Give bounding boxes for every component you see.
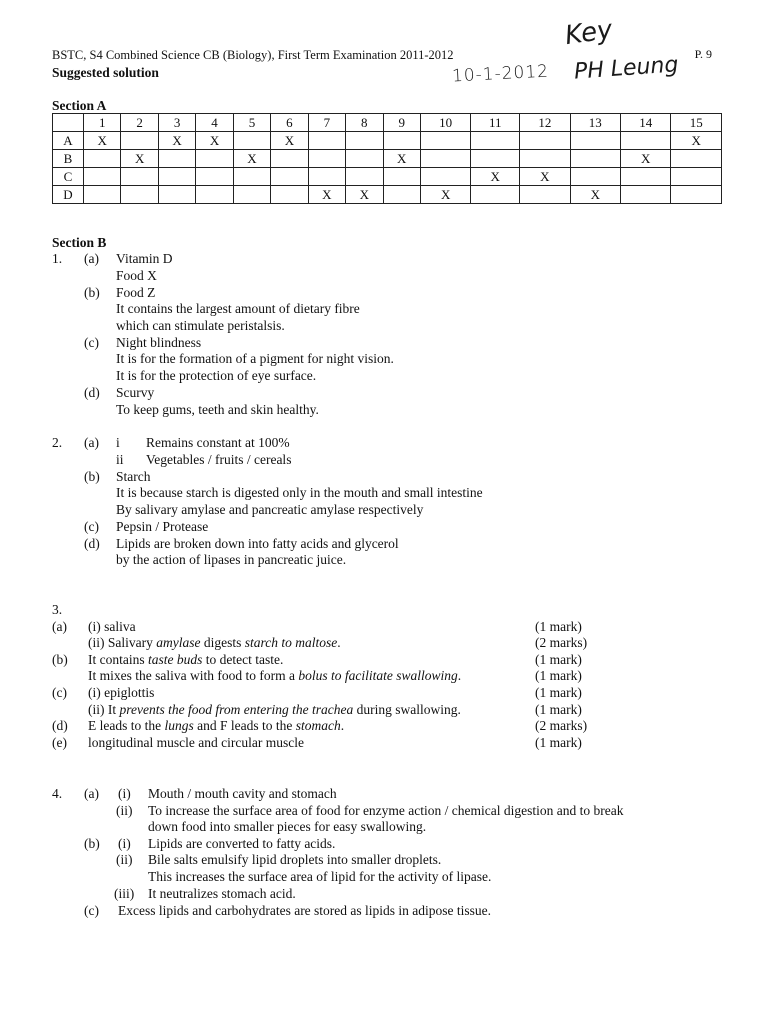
subpart-label: (ii) [116, 803, 133, 818]
column-header: 15 [671, 114, 722, 132]
answer-cell [158, 168, 195, 186]
answer-cell: X [621, 150, 671, 168]
part-label: (d) [52, 718, 68, 733]
column-header: 8 [346, 114, 383, 132]
question-number: 1. [52, 251, 63, 266]
answer-line: (ii) It prevents the food from entering the trachea during swallowing. [88, 702, 461, 717]
part-label: (a) [52, 619, 67, 634]
answer-cell [308, 150, 345, 168]
answer-line: Vitamin D [116, 251, 173, 266]
part-label: (c) [84, 335, 99, 350]
answer-cell [570, 168, 620, 186]
table-row [53, 132, 722, 150]
answer-line: It contains taste buds to detect taste. [88, 652, 284, 667]
answer-line: Food Z [116, 285, 156, 300]
column-header: 3 [158, 114, 195, 132]
answer-cell [271, 168, 308, 186]
answer-line: To keep gums, teeth and skin healthy. [116, 402, 319, 417]
column-header: 6 [271, 114, 308, 132]
mark-allocation: (1 mark) [535, 735, 582, 750]
subpart-label: (iii) [114, 886, 135, 901]
column-header: 9 [383, 114, 420, 132]
answer-cell [420, 132, 470, 150]
table-row [53, 168, 722, 186]
answer-cell [121, 132, 158, 150]
question-number: 3. [52, 602, 63, 617]
subpart-label: (i) [118, 786, 131, 801]
section-a-answer-table [52, 113, 722, 204]
answer-line: Night blindness [116, 335, 202, 350]
part-label: (a) [84, 435, 99, 450]
answer-line: Starch [116, 469, 151, 484]
answer-line: (i) saliva [88, 619, 136, 634]
answer-line: (i) epiglottis [88, 685, 155, 700]
answer-cell [671, 150, 722, 168]
answer-line: Bile salts emulsify lipid droplets into smaller droplets. [148, 852, 442, 867]
answer-cell [158, 150, 195, 168]
answer-line: It contains the largest amount of dietary fibre [116, 301, 360, 316]
answer-cell [520, 132, 570, 150]
column-header: 7 [308, 114, 345, 132]
part-label: (c) [84, 519, 99, 534]
row-label: B [53, 150, 84, 168]
column-header: 11 [471, 114, 520, 132]
mark-allocation: (1 mark) [535, 685, 582, 700]
answer-cell: X [471, 168, 520, 186]
mark-allocation: (2 marks) [535, 635, 588, 650]
answer-cell [383, 186, 420, 204]
answer-cell [308, 168, 345, 186]
answer-line: This increases the surface area of lipid for the activity of lipase. [148, 869, 492, 884]
answer-line: longitudinal muscle and circular muscle [88, 735, 304, 750]
mark-allocation: (1 mark) [535, 652, 582, 667]
answer-cell [121, 186, 158, 204]
answer-line: It is for the protection of eye surface. [116, 368, 317, 383]
answer-cell [233, 186, 270, 204]
mark-allocation: (2 marks) [535, 718, 588, 733]
subpart-label: (i) [118, 836, 131, 851]
answer-cell [621, 168, 671, 186]
answer-cell [520, 186, 570, 204]
answer-line: Excess lipids and carbohydrates are stored as lipids in adipose tissue. [118, 903, 492, 918]
column-header: 13 [570, 114, 620, 132]
page-number: P. 9 [694, 47, 712, 61]
answer-line: Lipids are converted to fatty acids. [148, 836, 336, 851]
answer-cell [196, 186, 233, 204]
answer-cell [671, 168, 722, 186]
answer-line: Food X [116, 268, 157, 283]
answer-cell [621, 132, 671, 150]
row-label: C [53, 168, 84, 186]
part-label: (a) [84, 786, 99, 801]
table-header-row [53, 114, 722, 132]
answer-line: Pepsin / Protease [116, 519, 209, 534]
answer-cell [520, 150, 570, 168]
answer-line: E leads to the lungs and F leads to the stomach. [88, 718, 345, 733]
answer-cell [233, 132, 270, 150]
section-a-title: Section A [52, 98, 107, 113]
part-label: (e) [52, 735, 67, 750]
part-label: (b) [84, 836, 100, 851]
answer-cell: X [383, 150, 420, 168]
answer-line: It is for the formation of a pigment for night vision. [116, 351, 394, 366]
column-header: 5 [233, 114, 270, 132]
answer-line: It mixes the saliva with food to form a bolus to facilitate swallowing. [88, 668, 462, 683]
answer-cell: X [84, 132, 121, 150]
answer-cell [158, 186, 195, 204]
page-subtitle: Suggested solution [52, 65, 159, 80]
answer-cell [84, 186, 121, 204]
column-header: 1 [84, 114, 121, 132]
answer-cell [196, 168, 233, 186]
answer-cell [383, 132, 420, 150]
answer-cell: X [121, 150, 158, 168]
answer-cell [471, 186, 520, 204]
answer-cell: X [346, 186, 383, 204]
answer-cell [84, 150, 121, 168]
answer-line: by the action of lipases in pancreatic juice. [116, 552, 347, 567]
exam-header: BSTC, S4 Combined Science CB (Biology), First Term Examination 2011-2012 [52, 48, 454, 62]
answer-line: which can stimulate peristalsis. [116, 318, 285, 333]
column-header: 12 [520, 114, 570, 132]
mark-allocation: (1 mark) [535, 668, 582, 683]
answer-line: To increase the surface area of food for enzyme action / chemical digestion and to break [148, 803, 624, 818]
part-label: (b) [52, 652, 68, 667]
subpart-label: i [116, 435, 120, 450]
answer-cell [570, 150, 620, 168]
column-header: 2 [121, 114, 158, 132]
column-header: 4 [196, 114, 233, 132]
answer-cell: X [570, 186, 620, 204]
answer-cell [471, 132, 520, 150]
part-label: (b) [84, 285, 100, 300]
answer-cell [621, 186, 671, 204]
answer-line: Mouth / mouth cavity and stomach [148, 786, 337, 801]
answer-cell [196, 150, 233, 168]
handwritten-name: PH Leung [573, 52, 680, 85]
part-label: (c) [52, 685, 67, 700]
question-number: 4. [52, 786, 63, 801]
answer-line: Remains constant at 100% [146, 435, 290, 450]
table-row [53, 186, 722, 204]
table-row [53, 150, 722, 168]
section-b-title: Section B [52, 235, 107, 250]
part-label: (d) [84, 385, 100, 400]
answer-cell: X [520, 168, 570, 186]
answer-cell [346, 168, 383, 186]
subpart-label: (ii) [116, 852, 133, 867]
part-label: (a) [84, 251, 99, 266]
question-number: 2. [52, 435, 63, 450]
answer-cell: X [196, 132, 233, 150]
answer-cell [233, 168, 270, 186]
column-header: 10 [420, 114, 470, 132]
table-corner-cell [53, 114, 84, 132]
answer-cell: X [158, 132, 195, 150]
row-label: D [53, 186, 84, 204]
answer-cell [346, 132, 383, 150]
part-label: (d) [84, 536, 100, 551]
answer-line: Scurvy [116, 385, 155, 400]
mark-allocation: (1 mark) [535, 702, 582, 717]
answer-line: Vegetables / fruits / cereals [146, 452, 292, 467]
answer-cell [570, 132, 620, 150]
answer-cell: X [671, 132, 722, 150]
handwritten-key-note: Key [563, 14, 615, 52]
column-header: 14 [621, 114, 671, 132]
answer-line: It is because starch is digested only in the mouth and small intestine [116, 485, 483, 500]
answer-cell: X [420, 186, 470, 204]
answer-cell [84, 168, 121, 186]
row-label: A [53, 132, 84, 150]
answer-line: By salivary amylase and pancreatic amylase respectively [116, 502, 424, 517]
answer-cell [308, 132, 345, 150]
answer-line: (ii) Salivary amylase digests starch to maltose. [88, 635, 341, 650]
mark-allocation: (1 mark) [535, 619, 582, 634]
answer-line: It neutralizes stomach acid. [148, 886, 296, 901]
part-label: (c) [84, 903, 99, 918]
answer-cell: X [233, 150, 270, 168]
answer-cell [121, 168, 158, 186]
answer-cell [346, 150, 383, 168]
answer-cell [671, 186, 722, 204]
answer-cell [420, 168, 470, 186]
part-label: (b) [84, 469, 100, 484]
answer-cell [471, 150, 520, 168]
answer-cell [271, 186, 308, 204]
answer-cell: X [308, 186, 345, 204]
answer-cell [383, 168, 420, 186]
answer-cell [420, 150, 470, 168]
subpart-label: ii [116, 452, 124, 467]
answer-cell [271, 150, 308, 168]
answer-line: Lipids are broken down into fatty acids and glycerol [116, 536, 399, 551]
handwritten-date: 10-1-2012 [451, 61, 550, 87]
answer-cell: X [271, 132, 308, 150]
answer-line: down food into smaller pieces for easy swallowing. [148, 819, 427, 834]
